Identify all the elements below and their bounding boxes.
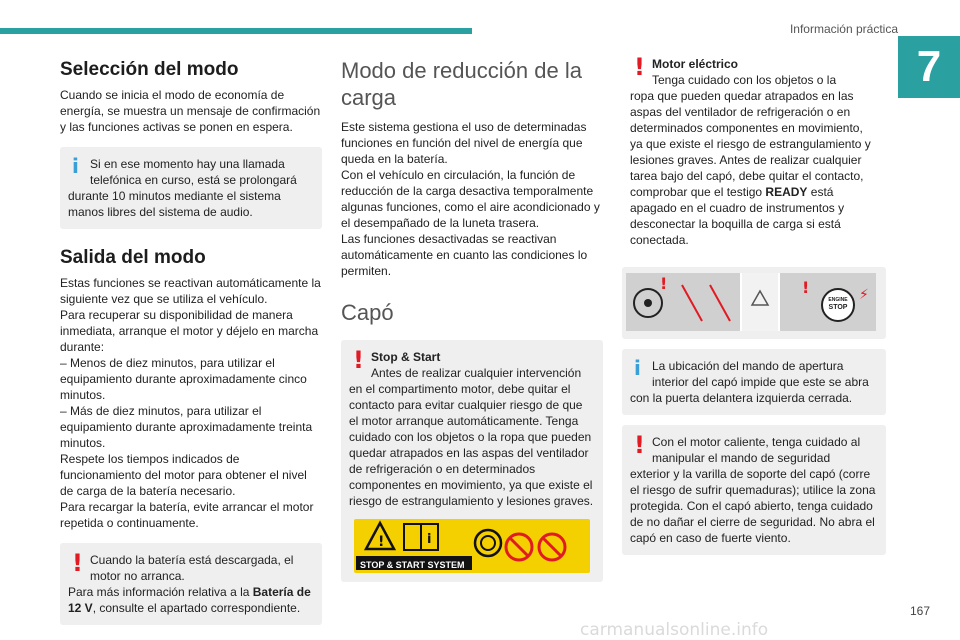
section-text-reduccion-0: Este sistema gestiona el uso de determinadas funciones en función del nivel de energía que queda en la batería. bbox=[341, 120, 587, 166]
warning-icon: ! bbox=[353, 346, 364, 374]
warning-hot-first: Con el motor caliente, tenga cuidado al manipular el mando de seguridad bbox=[652, 435, 861, 465]
section-title-seleccion: Selección del modo bbox=[60, 59, 239, 80]
chapter-badge: 7 bbox=[898, 36, 960, 98]
section-title-reduccion: Modo de reducción de la carga bbox=[341, 58, 582, 110]
warning-electric-title: Motor eléctrico bbox=[652, 57, 739, 71]
info-note-call-first: Si en ese momento hay una llamada telefónica en curso, está se prolongará bbox=[90, 157, 297, 187]
section-text-salida-5: Para recargar la batería, evite arrancar el motor repetida o continuamente. bbox=[60, 500, 314, 530]
page-number: 167 bbox=[910, 604, 931, 618]
warning-icon: ! bbox=[634, 431, 645, 459]
section-text-salida-0: Estas funciones se reactivan automáticamente la siguiente vez que se utiliza el vehículo. bbox=[60, 276, 321, 306]
section-title-capo: Capó bbox=[341, 300, 394, 325]
svg-text:!: ! bbox=[802, 278, 810, 297]
svg-text:⚡: ⚡ bbox=[859, 287, 869, 303]
column-right bbox=[622, 50, 886, 555]
section-text-salida-2: – Menos de diez minutos, para utilizar el equipamiento durante aproximadamente cinco minutos. bbox=[60, 356, 307, 402]
section-text-reduccion-2: Las funciones desactivadas se reactivan automáticamente en cuanto las condiciones lo permiten. bbox=[341, 232, 588, 278]
svg-text:i: i bbox=[427, 532, 432, 547]
engine-stop-label-2: STOP bbox=[828, 304, 848, 311]
warning-icon: ! bbox=[634, 53, 645, 81]
warning-electric-first: Tenga cuidado con los objetos o la bbox=[652, 73, 837, 87]
column-middle bbox=[341, 50, 603, 582]
header-accent-bar bbox=[0, 28, 472, 34]
column-left bbox=[60, 50, 322, 625]
watermark: carmanualsonline.info bbox=[580, 620, 769, 640]
section-title-salida: Salida del modo bbox=[60, 247, 206, 268]
warning-battery-first: Cuando la batería está descargada, el motor no arranca. bbox=[90, 553, 294, 583]
section-text-salida-4: Respete los tiempos indicados de funcionamiento del motor para obtener el nivel de carga de la batería necesario. bbox=[60, 452, 307, 498]
info-icon: i bbox=[72, 154, 79, 178]
info-hood-first: La ubicación del mando de apertura interior del capó impide que este se abra bbox=[652, 359, 869, 389]
warning-electric-rest-pre: ropa que pueden quedar atrapados en las aspas del ventilador de refrigeración o en determinados componentes en movimiento, ya que existe el riesgo de estrangulamiento y lesiones graves. Antes de realizar cualquier tarea bajo del capó, debe quitar el contacto, comprobar que el testigo bbox=[630, 89, 871, 199]
warning-icon: ! bbox=[72, 549, 83, 577]
electric-warning-pictograms bbox=[622, 267, 886, 339]
section-text-salida-3: – Más de diez minutos, para utilizar el equipamiento durante aproximadamente treinta minutos. bbox=[60, 404, 313, 450]
warning-hot-rest: exterior y la varilla de soporte del capó (corre el riesgo de sufrir quemaduras); utilice la zona protegida. Con el capó abierto, tenga cuidado de no dañar el cierre de seguridad. No abra el capó en caso de fuerte viento. bbox=[630, 467, 876, 545]
warning-note-hot-engine bbox=[622, 425, 886, 555]
warning-note-stopstart bbox=[341, 340, 603, 582]
stopstart-sticker-label: STOP & START SYSTEM bbox=[360, 560, 465, 570]
section-text-seleccion: Cuando se inicia el modo de economía de energía, se muestra un mensaje de confirmación y las funciones activas se ponen en espera. bbox=[60, 88, 321, 134]
pictogram-icons bbox=[622, 267, 886, 339]
stopstart-sticker bbox=[354, 519, 590, 573]
warning-stopstart-first: Antes de realizar cualquier intervención bbox=[371, 366, 582, 380]
header-title: Información práctica bbox=[789, 22, 898, 36]
warning-battery-rest-pre: Para más información relativa a la bbox=[68, 585, 253, 599]
section-text-salida-1: Para recuperar su disponibilidad de manera inmediata, arranque el motor y déjelo en marcha durante: bbox=[60, 308, 319, 354]
warning-stopstart-rest: en el compartimento motor, debe quitar el contacto para evitar cualquier riesgo de que el motor arranque automáticamente. Tenga cuidado con los objetos o la ropa que pueden quedar atrapados en las aspas del ventilador de refrigeración o en determinados componentes en movimiento, ya que existe el riesgo de estrangulamiento y lesiones graves. bbox=[349, 382, 594, 508]
info-note-hood bbox=[622, 349, 886, 415]
warning-electric-ready: READY bbox=[765, 185, 808, 199]
info-hood-rest: con la puerta delantera izquierda cerrada. bbox=[630, 391, 853, 405]
svg-text:!: ! bbox=[378, 534, 385, 550]
warning-battery-link: Batería de 12 V bbox=[68, 585, 311, 615]
warning-stopstart-title: Stop & Start bbox=[371, 350, 441, 364]
engine-stop-label-1: ENGINE bbox=[828, 297, 848, 303]
info-note-call-rest: durante 10 minutos mediante el sistema manos libres del sistema de audio. bbox=[68, 189, 281, 219]
warning-note-battery bbox=[60, 543, 322, 625]
section-text-reduccion-1: Con el vehículo en circulación, la función de reducción de la carga desactiva temporalmente algunas funciones, como el aire acondicionado y el desempañado de la luneta trasera. bbox=[341, 168, 600, 230]
warning-electric-rest-post: está apagado en el cuadro de instrumentos y desconectar la boquilla de carga si está conectada. bbox=[630, 185, 845, 247]
svg-text:!: ! bbox=[660, 274, 668, 293]
warning-battery-rest-post: , consulte el apartado correspondiente. bbox=[92, 601, 301, 615]
warning-note-electric-motor bbox=[622, 50, 886, 257]
info-icon: i bbox=[634, 356, 641, 380]
info-note-call bbox=[60, 147, 322, 229]
